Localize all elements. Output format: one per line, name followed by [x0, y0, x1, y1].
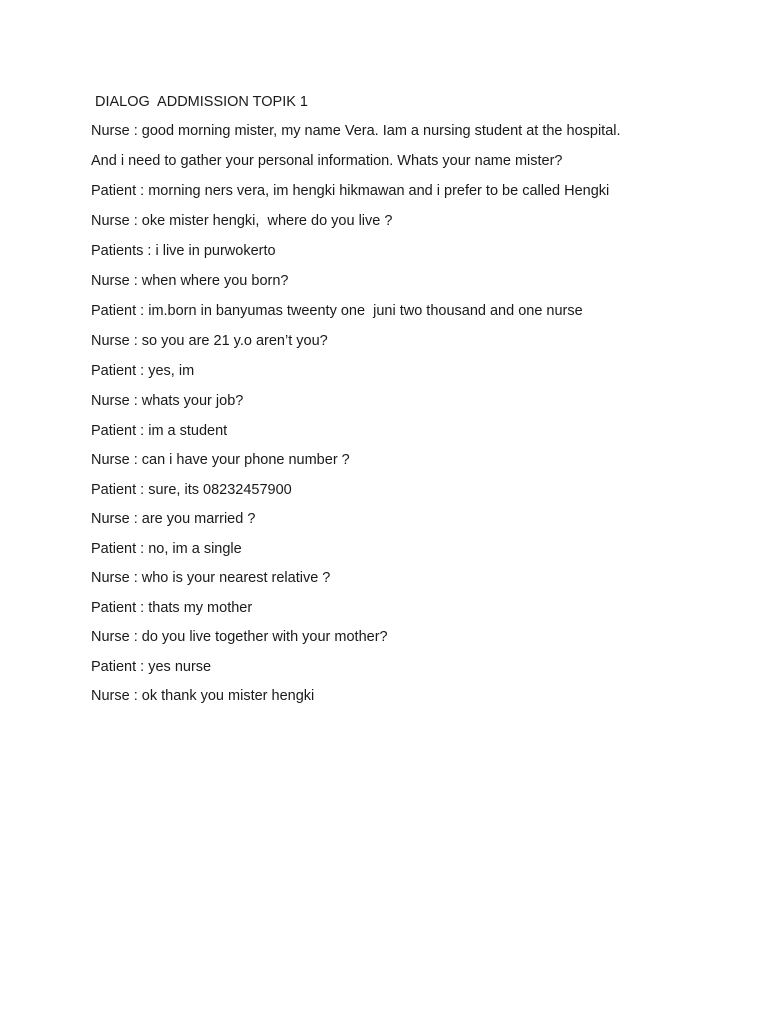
- dialog-line: Nurse : are you married ?: [91, 511, 256, 527]
- dialog-line: Nurse : oke mister hengki, where do you live ?: [91, 213, 393, 229]
- dialog-line: Nurse : so you are 21 y.o aren’t you?: [91, 333, 328, 349]
- dialog-document: [91, 92, 731, 716]
- dialog-line: Patient : morning ners vera, im hengki hikmawan and i prefer to be called Hengki: [91, 183, 610, 199]
- dialog-line: Patient : yes, im: [91, 363, 195, 379]
- dialog-line: Nurse : whats your job?: [91, 393, 244, 409]
- dialog-line: Patient : sure, its 08232457900: [91, 481, 292, 498]
- dialog-line: Nurse : good morning mister, my name Vera. Iam a nursing student at the hospital.: [91, 123, 621, 139]
- dialog-line: Nurse : when where you born?: [91, 273, 289, 289]
- dialog-line: Nurse : ok thank you mister hengki: [91, 688, 315, 704]
- dialog-line: Nurse : can i have your phone number ?: [91, 452, 350, 468]
- dialog-lines: [91, 121, 731, 706]
- dialog-line: Nurse : who is your nearest relative ?: [91, 570, 331, 586]
- dialog-line: Patient : im a student: [91, 422, 228, 439]
- dialog-line: Patient : no, im a single: [91, 540, 242, 557]
- dialog-line: Nurse : do you live together with your mother?: [91, 629, 388, 645]
- dialog-line: And i need to gather your personal information. Whats your name mister?: [91, 153, 563, 169]
- dialog-line: Patient : im.born in banyumas tweenty one juni two thousand and one nurse: [91, 303, 583, 319]
- dialog-line: Patients : i live in purwokerto: [91, 243, 276, 259]
- dialog-line: Patient : yes nurse: [91, 658, 212, 675]
- dialog-line: Patient : thats my mother: [91, 599, 253, 616]
- document-title: DIALOG ADDMISSION TOPIK 1: [95, 94, 308, 110]
